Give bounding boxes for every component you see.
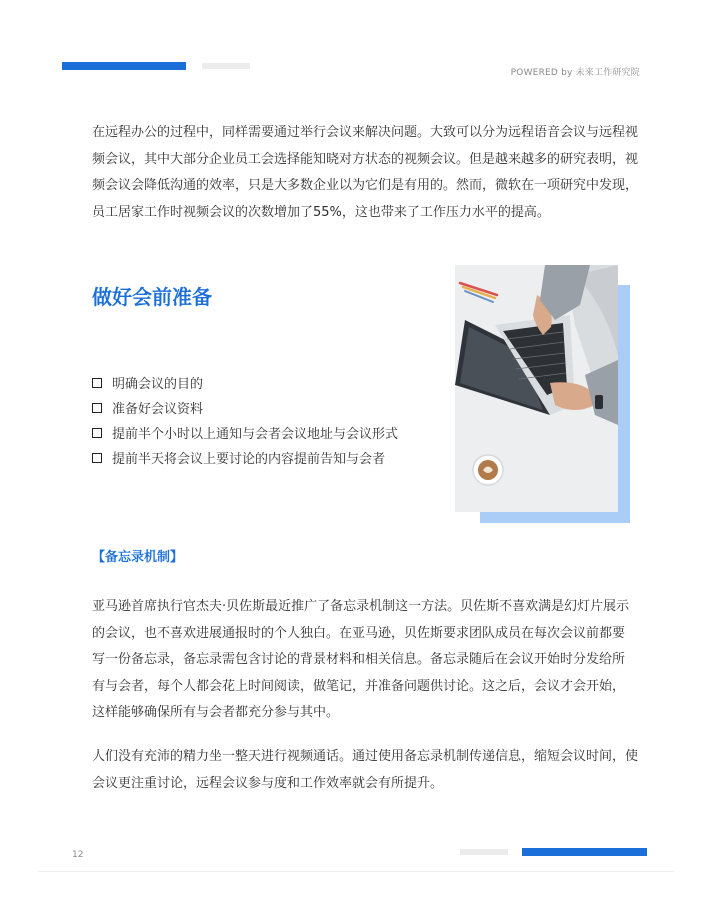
checkbox-icon — [92, 428, 102, 438]
memo-paragraph-2: 人们没有充沛的精力坐一整天进行视频通话。通过使用备忘录机制传递信息，缩短会议时间，使会议更注重讨论，远程会议参与度和工作效率就会有所提升。 — [92, 749, 639, 791]
checklist-item — [92, 370, 398, 395]
memo-heading: 【备忘录机制】 — [92, 550, 184, 565]
footer-divider — [38, 871, 674, 872]
page-number: 12 — [72, 850, 84, 860]
section-title: 做好会前准备 — [92, 285, 212, 309]
checklist-item — [92, 445, 398, 470]
header-grey-bar — [202, 63, 250, 69]
preparation-checklist — [92, 370, 398, 470]
footer-grey-bar — [460, 849, 508, 855]
intro-paragraph: 在远程办公的过程中，同样需要通过举行会议来解决问题。大致可以分为远程语音会议与远程视频会议，其中大部分企业员工会选择能知晓对方状态的视频会议。但是越来越多的研究表明，视频会议会降低沟通的效率，只是大多数企业以为它们是有用的。然而，微软在一项研究中发现，员工居家工作时视频会议的次数增加了55%，这也带来了工作压力水平的提高。 — [92, 125, 639, 220]
checklist-item-label: 明确会议的目的 — [112, 377, 204, 392]
checkbox-icon — [92, 378, 102, 388]
footer-accent-bar — [522, 848, 647, 856]
checklist-item-label: 提前半个小时以上通知与会者会议地址与会议形式 — [112, 427, 399, 442]
memo-paragraph-1: 亚马逊首席执行官杰夫·贝佐斯最近推广了备忘录机制这一方法。贝佐斯不喜欢满是幻灯片展示的会议，也不喜欢进展通报时的个人独白。在亚马逊，贝佐斯要求团队成员在每次会议前都要写一份备忘录，备忘录需包含讨论的背景材料和相关信息。备忘录随后在会议开始时分发给所有与会者，每个人都会花上时间阅读，做笔记，并准备问题供讨论。这之后，会议才会开始，这样能够确保所有与会者都充分参与其中。 — [92, 599, 630, 720]
checkbox-icon — [92, 453, 102, 463]
checklist-item — [92, 395, 398, 420]
checkbox-icon — [92, 403, 102, 413]
laptop-workspace-photo — [455, 265, 618, 512]
header-accent-bar — [62, 62, 186, 70]
checklist-item-label: 准备好会议资料 — [112, 402, 204, 417]
checklist-item-label: 提前半天将会议上要讨论的内容提前告知与会者 — [112, 452, 386, 467]
checklist-item — [92, 420, 398, 445]
powered-by-label: POWERED by 未来工作研究院 — [510, 68, 640, 78]
